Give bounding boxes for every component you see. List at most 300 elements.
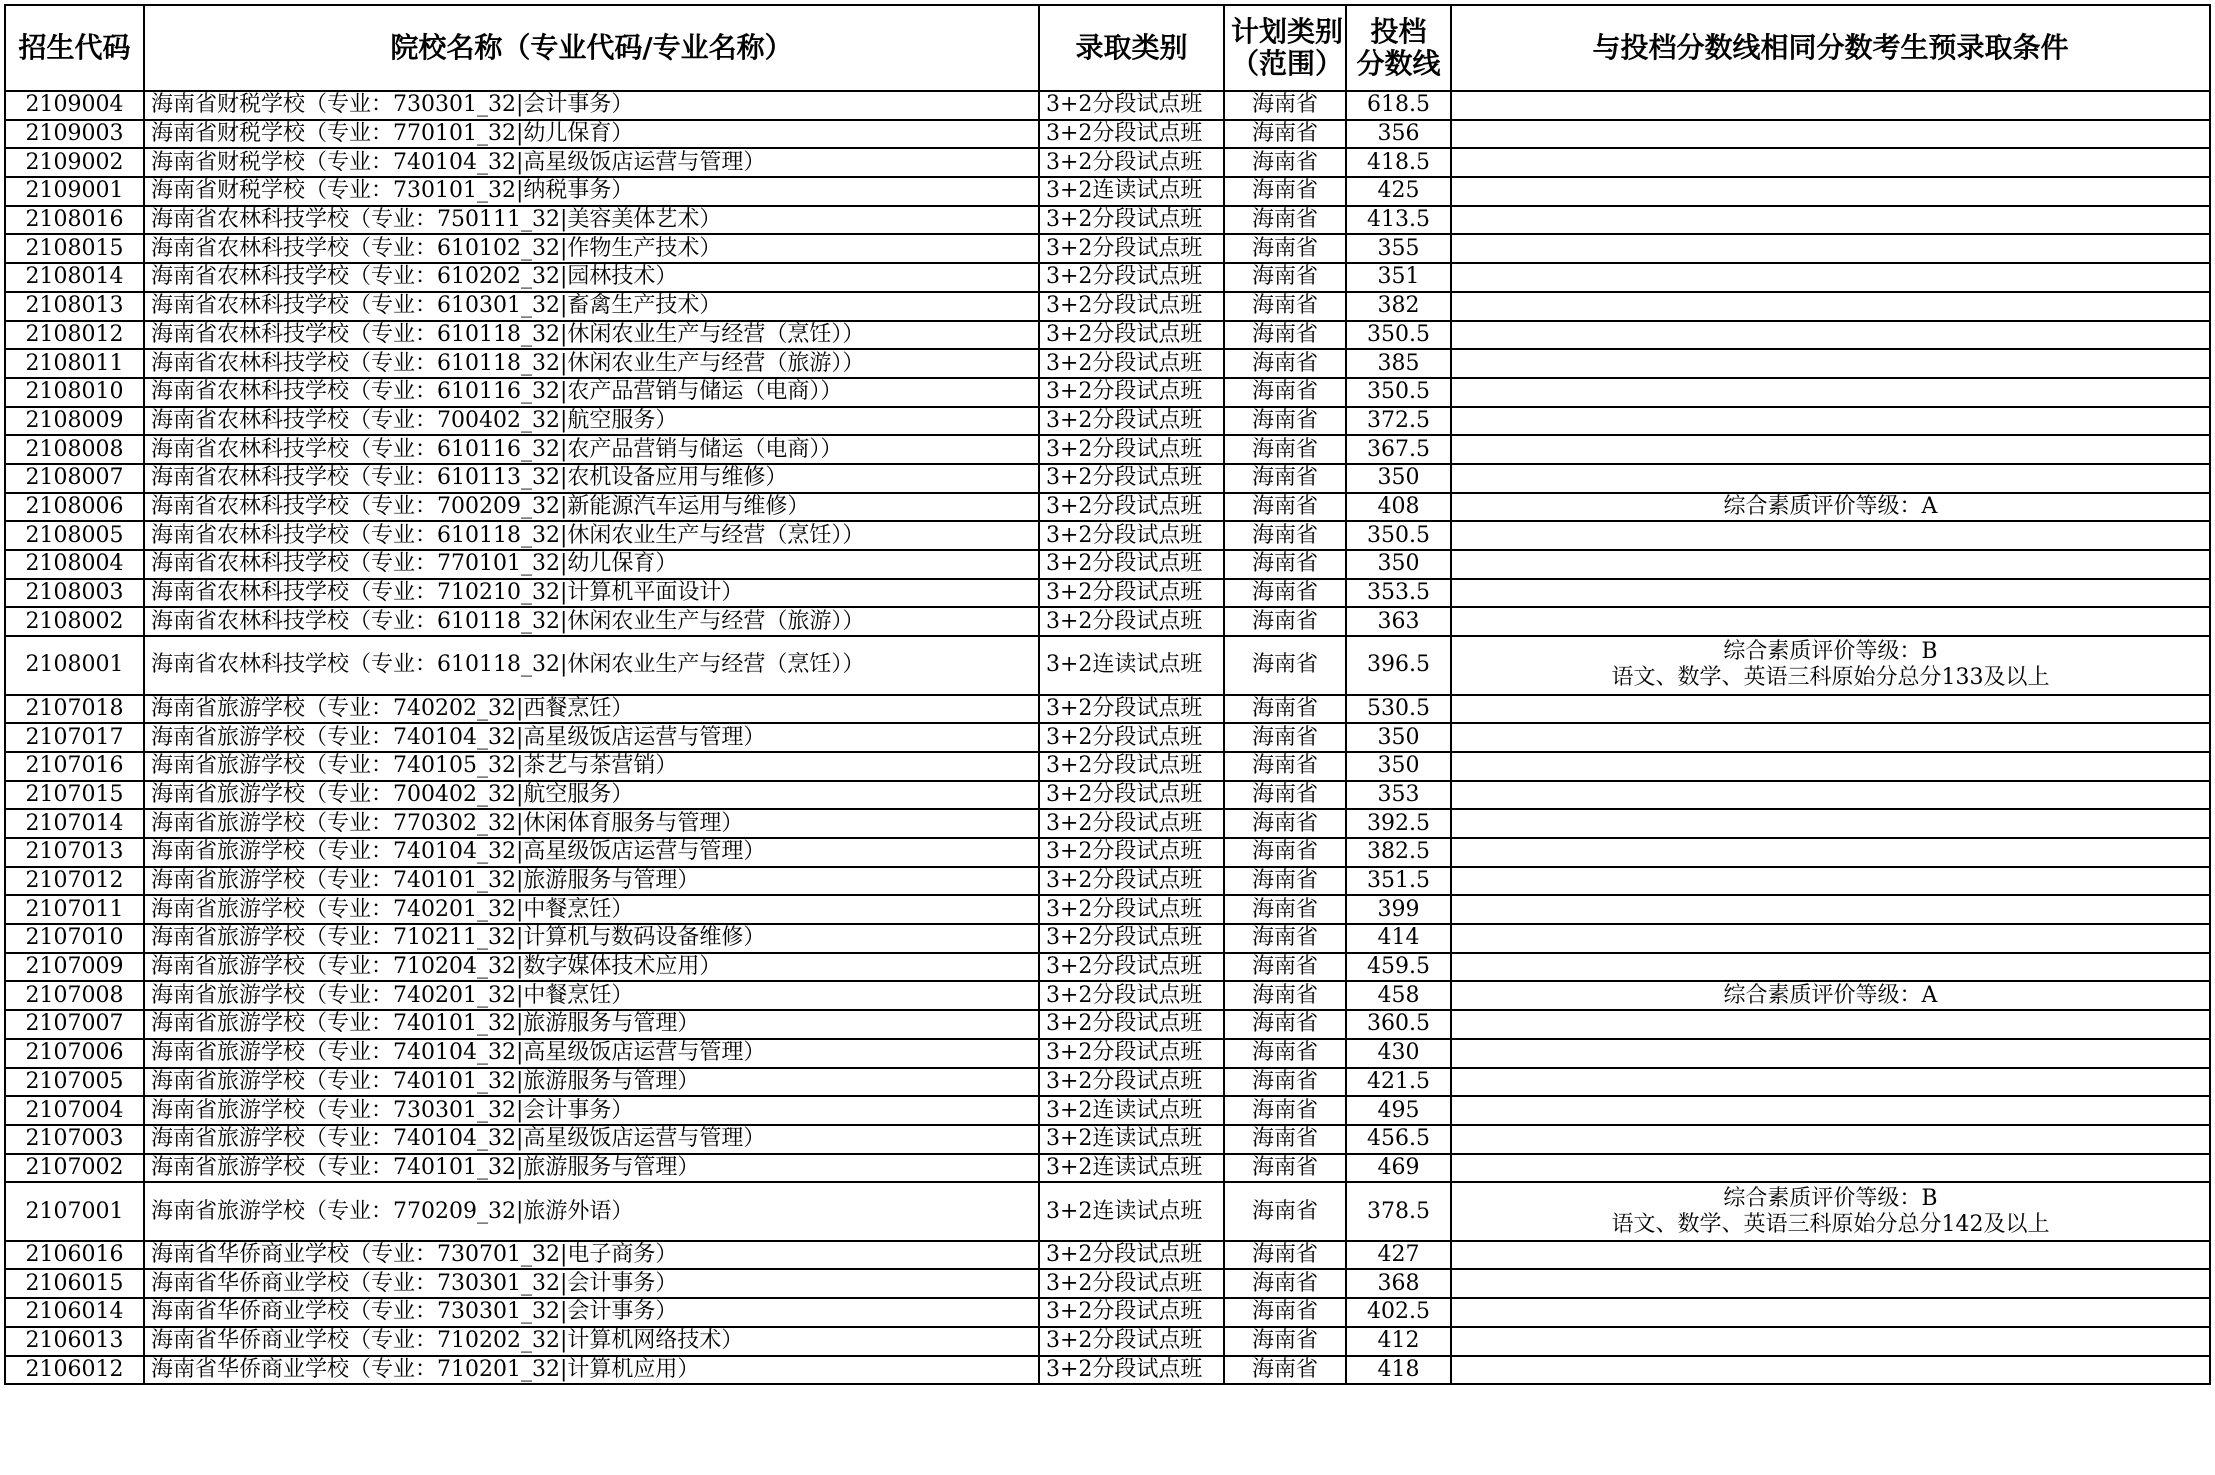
cell-condition (1451, 120, 2210, 149)
cell-category: 3+2分段试点班 (1039, 953, 1224, 982)
header-plan-line2: （范围） (1231, 47, 1344, 80)
cell-school: 海南省华侨商业学校（专业：730301_32|会计事务） (144, 1298, 1039, 1327)
cell-code: 2107001 (5, 1182, 144, 1241)
cell-score: 495 (1346, 1096, 1451, 1125)
cell-school: 海南省旅游学校（专业：740104_32|高星级饭店运营与管理） (144, 838, 1039, 867)
cell-category: 3+2分段试点班 (1039, 91, 1224, 120)
cell-code: 2106016 (5, 1241, 144, 1270)
cell-score: 530.5 (1346, 695, 1451, 724)
cell-plan: 海南省 (1224, 407, 1346, 436)
cell-code: 2108015 (5, 234, 144, 263)
cell-category: 3+2连读试点班 (1039, 1154, 1224, 1183)
cell-condition (1451, 752, 2210, 781)
table-row (5, 752, 2210, 781)
table-row (5, 407, 2210, 436)
header-score-line2: 分数线 (1356, 47, 1441, 80)
cell-condition (1451, 1356, 2210, 1385)
cell-condition (1451, 1125, 2210, 1154)
table-row (5, 1154, 2210, 1183)
cell-plan: 海南省 (1224, 809, 1346, 838)
cell-plan: 海南省 (1224, 924, 1346, 953)
cell-condition (1451, 953, 2210, 982)
cell-plan: 海南省 (1224, 378, 1346, 407)
cell-condition (1451, 607, 2210, 636)
cell-school: 海南省华侨商业学校（专业：730701_32|电子商务） (144, 1241, 1039, 1270)
cell-score: 353.5 (1346, 579, 1451, 608)
cell-condition (1451, 1154, 2210, 1183)
cell-category: 3+2分段试点班 (1039, 781, 1224, 810)
cell-code: 2108005 (5, 521, 144, 550)
table-row (5, 234, 2210, 263)
header-plan (1224, 5, 1346, 91)
table-row (5, 1182, 2210, 1241)
table-row (5, 895, 2210, 924)
cell-score: 378.5 (1346, 1182, 1451, 1241)
cell-plan: 海南省 (1224, 206, 1346, 235)
cell-plan: 海南省 (1224, 895, 1346, 924)
cell-plan: 海南省 (1224, 752, 1346, 781)
table-row (5, 607, 2210, 636)
cell-score: 350.5 (1346, 521, 1451, 550)
table-row (5, 1298, 2210, 1327)
cell-score: 356 (1346, 120, 1451, 149)
cell-school: 海南省旅游学校（专业：740101_32|旅游服务与管理） (144, 1154, 1039, 1183)
cell-condition (1451, 1327, 2210, 1356)
cell-condition (1451, 1096, 2210, 1125)
cell-school: 海南省旅游学校（专业：710211_32|计算机与数码设备维修） (144, 924, 1039, 953)
cell-score: 408 (1346, 493, 1451, 522)
cell-school: 海南省旅游学校（专业：740101_32|旅游服务与管理） (144, 867, 1039, 896)
cell-category: 3+2分段试点班 (1039, 752, 1224, 781)
cell-school: 海南省财税学校（专业：730301_32|会计事务） (144, 91, 1039, 120)
cell-category: 3+2分段试点班 (1039, 924, 1224, 953)
cell-plan: 海南省 (1224, 120, 1346, 149)
condition-line: 综合素质评价等级：A (1723, 982, 1938, 1008)
cell-school: 海南省旅游学校（专业：740105_32|茶艺与茶营销） (144, 752, 1039, 781)
cell-score: 425 (1346, 177, 1451, 206)
table-body (5, 91, 2210, 1384)
table-row (5, 148, 2210, 177)
cell-condition (1451, 1298, 2210, 1327)
cell-condition (1451, 292, 2210, 321)
cell-score: 413.5 (1346, 206, 1451, 235)
cell-code: 2108007 (5, 464, 144, 493)
admission-table (4, 4, 2211, 1385)
table-row (5, 1096, 2210, 1125)
cell-score: 351.5 (1346, 867, 1451, 896)
cell-condition (1451, 981, 2210, 1010)
cell-category: 3+2分段试点班 (1039, 435, 1224, 464)
cell-code: 2107018 (5, 695, 144, 724)
cell-code: 2107013 (5, 838, 144, 867)
cell-school: 海南省财税学校（专业：740104_32|高星级饭店运营与管理） (144, 148, 1039, 177)
cell-code: 2107007 (5, 1010, 144, 1039)
cell-score: 402.5 (1346, 1298, 1451, 1327)
cell-score: 360.5 (1346, 1010, 1451, 1039)
cell-plan: 海南省 (1224, 521, 1346, 550)
cell-school: 海南省农林科技学校（专业：710210_32|计算机平面设计） (144, 579, 1039, 608)
cell-category: 3+2分段试点班 (1039, 895, 1224, 924)
cell-score: 385 (1346, 349, 1451, 378)
cell-condition (1451, 1182, 2210, 1241)
cell-condition (1451, 148, 2210, 177)
cell-code: 2106015 (5, 1269, 144, 1298)
cell-condition (1451, 263, 2210, 292)
cell-condition (1451, 838, 2210, 867)
table-row (5, 953, 2210, 982)
cell-code: 2107010 (5, 924, 144, 953)
cell-score: 368 (1346, 1269, 1451, 1298)
condition-line: 综合素质评价等级：B (1723, 1185, 1938, 1211)
cell-condition (1451, 809, 2210, 838)
cell-school: 海南省旅游学校（专业：740201_32|中餐烹饪） (144, 895, 1039, 924)
table-row (5, 464, 2210, 493)
cell-plan: 海南省 (1224, 550, 1346, 579)
cell-score: 350 (1346, 464, 1451, 493)
cell-score: 353 (1346, 781, 1451, 810)
cell-school: 海南省农林科技学校（专业：700402_32|航空服务） (144, 407, 1039, 436)
cell-school: 海南省农林科技学校（专业：700209_32|新能源汽车运用与维修） (144, 493, 1039, 522)
cell-category: 3+2分段试点班 (1039, 263, 1224, 292)
cell-score: 427 (1346, 1241, 1451, 1270)
cell-score: 469 (1346, 1154, 1451, 1183)
cell-plan: 海南省 (1224, 1125, 1346, 1154)
table-row (5, 838, 2210, 867)
condition-line: 综合素质评价等级：B (1723, 639, 1938, 665)
cell-score: 421.5 (1346, 1068, 1451, 1097)
cell-condition (1451, 636, 2210, 695)
table-row (5, 1068, 2210, 1097)
cell-category: 3+2分段试点班 (1039, 723, 1224, 752)
cell-condition (1451, 407, 2210, 436)
cell-plan: 海南省 (1224, 435, 1346, 464)
cell-plan: 海南省 (1224, 1039, 1346, 1068)
cell-code: 2108011 (5, 349, 144, 378)
cell-code: 2107015 (5, 781, 144, 810)
cell-category: 3+2分段试点班 (1039, 1269, 1224, 1298)
cell-code: 2107016 (5, 752, 144, 781)
cell-code: 2108014 (5, 263, 144, 292)
cell-plan: 海南省 (1224, 723, 1346, 752)
cell-school: 海南省华侨商业学校（专业：730301_32|会计事务） (144, 1269, 1039, 1298)
cell-plan: 海南省 (1224, 321, 1346, 350)
cell-code: 2108016 (5, 206, 144, 235)
cell-plan: 海南省 (1224, 695, 1346, 724)
cell-code: 2108013 (5, 292, 144, 321)
cell-school: 海南省旅游学校（专业：770209_32|旅游外语） (144, 1182, 1039, 1241)
cell-school: 海南省旅游学校（专业：770302_32|休闲体育服务与管理） (144, 809, 1039, 838)
cell-code: 2108010 (5, 378, 144, 407)
cell-code: 2109004 (5, 91, 144, 120)
cell-plan: 海南省 (1224, 292, 1346, 321)
cell-plan: 海南省 (1224, 607, 1346, 636)
cell-code: 2106013 (5, 1327, 144, 1356)
cell-condition (1451, 464, 2210, 493)
cell-condition (1451, 924, 2210, 953)
cell-condition (1451, 550, 2210, 579)
cell-plan: 海南省 (1224, 148, 1346, 177)
cell-school: 海南省旅游学校（专业：740101_32|旅游服务与管理） (144, 1068, 1039, 1097)
cell-condition (1451, 1039, 2210, 1068)
cell-school: 海南省旅游学校（专业：730301_32|会计事务） (144, 1096, 1039, 1125)
header-code: 招生代码 (5, 5, 144, 91)
cell-score: 399 (1346, 895, 1451, 924)
cell-score: 396.5 (1346, 636, 1451, 695)
cell-category: 3+2连读试点班 (1039, 1182, 1224, 1241)
cell-school: 海南省农林科技学校（专业：610116_32|农产品营销与储运（电商）） (144, 435, 1039, 464)
cell-condition (1451, 349, 2210, 378)
cell-condition (1451, 1010, 2210, 1039)
cell-code: 2108009 (5, 407, 144, 436)
cell-plan: 海南省 (1224, 349, 1346, 378)
cell-score: 382 (1346, 292, 1451, 321)
cell-condition (1451, 521, 2210, 550)
cell-category: 3+2分段试点班 (1039, 1356, 1224, 1385)
cell-school: 海南省旅游学校（专业：710204_32|数字媒体技术应用） (144, 953, 1039, 982)
cell-score: 418.5 (1346, 148, 1451, 177)
table-row (5, 435, 2210, 464)
table-row (5, 1241, 2210, 1270)
table-row (5, 493, 2210, 522)
cell-plan: 海南省 (1224, 1356, 1346, 1385)
cell-category: 3+2连读试点班 (1039, 1125, 1224, 1154)
cell-school: 海南省旅游学校（专业：740101_32|旅游服务与管理） (144, 1010, 1039, 1039)
cell-code: 2107011 (5, 895, 144, 924)
table-row (5, 695, 2210, 724)
cell-condition (1451, 321, 2210, 350)
cell-score: 350.5 (1346, 378, 1451, 407)
cell-school: 海南省农林科技学校（专业：770101_32|幼儿保育） (144, 550, 1039, 579)
cell-plan: 海南省 (1224, 781, 1346, 810)
cell-code: 2107004 (5, 1096, 144, 1125)
cell-category: 3+2分段试点班 (1039, 838, 1224, 867)
cell-plan: 海南省 (1224, 263, 1346, 292)
condition-line: 语文、数学、英语三科原始分总分142及以上 (1611, 1211, 2050, 1237)
cell-plan: 海南省 (1224, 1010, 1346, 1039)
cell-school: 海南省农林科技学校（专业：610118_32|休闲农业生产与经营（烹饪）） (144, 321, 1039, 350)
cell-plan: 海南省 (1224, 636, 1346, 695)
cell-code: 2107014 (5, 809, 144, 838)
cell-code: 2108008 (5, 435, 144, 464)
cell-school: 海南省旅游学校（专业：740201_32|中餐烹饪） (144, 981, 1039, 1010)
table-header-row (5, 5, 2210, 91)
cell-score: 430 (1346, 1039, 1451, 1068)
cell-condition (1451, 867, 2210, 896)
cell-plan: 海南省 (1224, 1269, 1346, 1298)
cell-school: 海南省农林科技学校（专业：610102_32|作物生产技术） (144, 234, 1039, 263)
table-row (5, 1269, 2210, 1298)
cell-category: 3+2分段试点班 (1039, 378, 1224, 407)
cell-condition (1451, 435, 2210, 464)
table-row (5, 867, 2210, 896)
cell-category: 3+2分段试点班 (1039, 1039, 1224, 1068)
cell-school: 海南省农林科技学校（专业：610118_32|休闲农业生产与经营（烹饪）） (144, 521, 1039, 550)
cell-score: 458 (1346, 981, 1451, 1010)
cell-code: 2107017 (5, 723, 144, 752)
cell-code: 2108003 (5, 579, 144, 608)
table-row (5, 206, 2210, 235)
cell-category: 3+2连读试点班 (1039, 177, 1224, 206)
cell-category: 3+2分段试点班 (1039, 234, 1224, 263)
cell-condition (1451, 1068, 2210, 1097)
cell-condition (1451, 177, 2210, 206)
cell-plan: 海南省 (1224, 1096, 1346, 1125)
header-category: 录取类别 (1039, 5, 1224, 91)
cell-plan: 海南省 (1224, 1327, 1346, 1356)
cell-score: 392.5 (1346, 809, 1451, 838)
table-row (5, 809, 2210, 838)
cell-school: 海南省旅游学校（专业：700402_32|航空服务） (144, 781, 1039, 810)
cell-school: 海南省旅游学校（专业：740104_32|高星级饭店运营与管理） (144, 723, 1039, 752)
cell-category: 3+2分段试点班 (1039, 1241, 1224, 1270)
cell-plan: 海南省 (1224, 177, 1346, 206)
cell-school: 海南省旅游学校（专业：740202_32|西餐烹饪） (144, 695, 1039, 724)
cell-score: 618.5 (1346, 91, 1451, 120)
cell-score: 363 (1346, 607, 1451, 636)
cell-school: 海南省农林科技学校（专业：610118_32|休闲农业生产与经营（旅游）） (144, 607, 1039, 636)
header-score (1346, 5, 1451, 91)
cell-category: 3+2连读试点班 (1039, 636, 1224, 695)
cell-school: 海南省华侨商业学校（专业：710201_32|计算机应用） (144, 1356, 1039, 1385)
cell-school: 海南省旅游学校（专业：740104_32|高星级饭店运营与管理） (144, 1125, 1039, 1154)
cell-school: 海南省旅游学校（专业：740104_32|高星级饭店运营与管理） (144, 1039, 1039, 1068)
cell-condition (1451, 695, 2210, 724)
cell-code: 2108001 (5, 636, 144, 695)
table-row (5, 91, 2210, 120)
header-plan-line1: 计划类别 (1231, 15, 1344, 48)
cell-score: 350 (1346, 752, 1451, 781)
cell-code: 2107002 (5, 1154, 144, 1183)
cell-category: 3+2分段试点班 (1039, 407, 1224, 436)
cell-plan: 海南省 (1224, 1182, 1346, 1241)
cell-category: 3+2连读试点班 (1039, 1096, 1224, 1125)
cell-category: 3+2分段试点班 (1039, 809, 1224, 838)
cell-category: 3+2分段试点班 (1039, 579, 1224, 608)
cell-category: 3+2分段试点班 (1039, 206, 1224, 235)
cell-plan: 海南省 (1224, 838, 1346, 867)
cell-condition (1451, 493, 2210, 522)
table-row (5, 781, 2210, 810)
table-row (5, 579, 2210, 608)
cell-school: 海南省农林科技学校（专业：610301_32|畜禽生产技术） (144, 292, 1039, 321)
cell-category: 3+2分段试点班 (1039, 1068, 1224, 1097)
cell-category: 3+2分段试点班 (1039, 1298, 1224, 1327)
cell-school: 海南省财税学校（专业：770101_32|幼儿保育） (144, 120, 1039, 149)
cell-category: 3+2分段试点班 (1039, 550, 1224, 579)
table-row (5, 378, 2210, 407)
cell-code: 2107003 (5, 1125, 144, 1154)
table-row (5, 1010, 2210, 1039)
table-row (5, 636, 2210, 695)
cell-category: 3+2分段试点班 (1039, 521, 1224, 550)
cell-plan: 海南省 (1224, 1154, 1346, 1183)
table-row (5, 521, 2210, 550)
table-row (5, 723, 2210, 752)
cell-condition (1451, 723, 2210, 752)
cell-category: 3+2分段试点班 (1039, 1327, 1224, 1356)
cell-code: 2109002 (5, 148, 144, 177)
cell-score: 456.5 (1346, 1125, 1451, 1154)
header-school: 院校名称（专业代码/专业名称） (144, 5, 1039, 91)
condition-line: 综合素质评价等级：A (1723, 493, 1938, 519)
cell-code: 2108004 (5, 550, 144, 579)
table-row (5, 1039, 2210, 1068)
cell-school: 海南省农林科技学校（专业：610118_32|休闲农业生产与经营（旅游）） (144, 349, 1039, 378)
cell-category: 3+2分段试点班 (1039, 292, 1224, 321)
cell-category: 3+2分段试点班 (1039, 493, 1224, 522)
cell-plan: 海南省 (1224, 579, 1346, 608)
cell-score: 372.5 (1346, 407, 1451, 436)
cell-category: 3+2分段试点班 (1039, 120, 1224, 149)
cell-condition (1451, 378, 2210, 407)
cell-condition (1451, 206, 2210, 235)
table-row (5, 321, 2210, 350)
cell-score: 350 (1346, 723, 1451, 752)
cell-code: 2107012 (5, 867, 144, 896)
cell-condition (1451, 234, 2210, 263)
cell-category: 3+2分段试点班 (1039, 321, 1224, 350)
cell-condition (1451, 1241, 2210, 1270)
cell-score: 418 (1346, 1356, 1451, 1385)
cell-score: 412 (1346, 1327, 1451, 1356)
table-row (5, 1125, 2210, 1154)
cell-condition (1451, 1269, 2210, 1298)
header-condition: 与投档分数线相同分数考生预录取条件 (1451, 5, 2210, 91)
cell-code: 2107006 (5, 1039, 144, 1068)
cell-plan: 海南省 (1224, 91, 1346, 120)
condition-line: 语文、数学、英语三科原始分总分133及以上 (1611, 665, 2050, 691)
cell-school: 海南省农林科技学校（专业：750111_32|美容美体艺术） (144, 206, 1039, 235)
table-row (5, 120, 2210, 149)
cell-category: 3+2分段试点班 (1039, 148, 1224, 177)
cell-score: 382.5 (1346, 838, 1451, 867)
table-row (5, 550, 2210, 579)
cell-category: 3+2分段试点班 (1039, 981, 1224, 1010)
cell-code: 2108012 (5, 321, 144, 350)
cell-category: 3+2分段试点班 (1039, 695, 1224, 724)
cell-code: 2107005 (5, 1068, 144, 1097)
cell-condition (1451, 895, 2210, 924)
table-row (5, 1327, 2210, 1356)
table-row (5, 292, 2210, 321)
cell-plan: 海南省 (1224, 234, 1346, 263)
cell-code: 2108006 (5, 493, 144, 522)
cell-school: 海南省农林科技学校（专业：610116_32|农产品营销与储运（电商）） (144, 378, 1039, 407)
cell-category: 3+2分段试点班 (1039, 607, 1224, 636)
table-row (5, 349, 2210, 378)
cell-code: 2107009 (5, 953, 144, 982)
table-row (5, 177, 2210, 206)
cell-plan: 海南省 (1224, 867, 1346, 896)
cell-score: 350 (1346, 550, 1451, 579)
cell-code: 2109003 (5, 120, 144, 149)
cell-score: 351 (1346, 263, 1451, 292)
cell-category: 3+2分段试点班 (1039, 867, 1224, 896)
cell-condition (1451, 781, 2210, 810)
cell-condition (1451, 91, 2210, 120)
cell-school: 海南省农林科技学校（专业：610118_32|休闲农业生产与经营（烹饪）） (144, 636, 1039, 695)
cell-code: 2106012 (5, 1356, 144, 1385)
header-score-line1: 投档 (1370, 15, 1427, 48)
cell-school: 海南省农林科技学校（专业：610202_32|园林技术） (144, 263, 1039, 292)
cell-score: 350.5 (1346, 321, 1451, 350)
cell-score: 414 (1346, 924, 1451, 953)
table-row (5, 924, 2210, 953)
table-row (5, 1356, 2210, 1385)
cell-plan: 海南省 (1224, 493, 1346, 522)
cell-category: 3+2分段试点班 (1039, 464, 1224, 493)
cell-plan: 海南省 (1224, 1241, 1346, 1270)
